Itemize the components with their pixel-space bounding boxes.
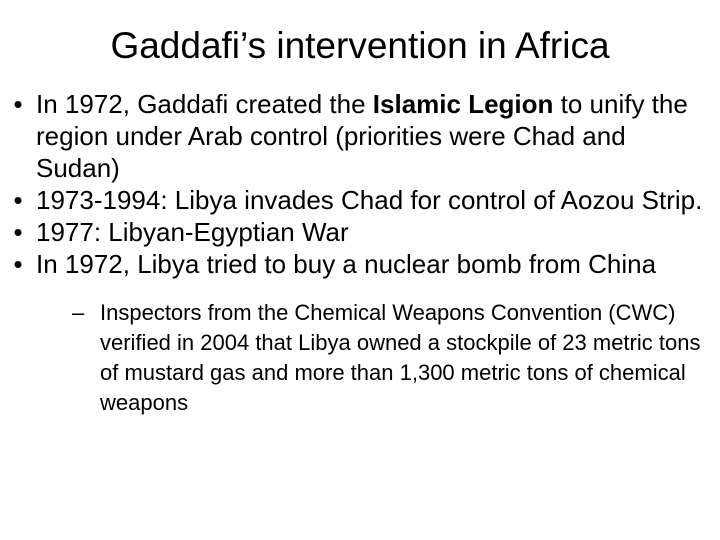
bullet-item [0, 184, 720, 216]
bullet-text: to unify the region under Arab control (priorities were Chad and Sudan) [36, 89, 688, 183]
bullet-item [0, 248, 720, 418]
sub-bullet-list [36, 298, 716, 418]
bullet-text: In 1972, Gaddafi created the [36, 89, 373, 119]
bullet-item [0, 216, 720, 248]
bullet-bold-text: Islamic Legion [372, 89, 554, 119]
sub-bullet-marker: – [72, 300, 85, 325]
sub-bullet-text: Inspectors from the Chemical Weapons Convention (CWC) verified in 2004 that Libya owned a stockpile of 23 metric tons of mustard gas and more than 1,300 metric tons of chemical weapons [100, 300, 701, 415]
bullet-marker: • [13, 185, 23, 215]
bullet-marker: • [13, 217, 23, 247]
bullet-marker: • [13, 249, 23, 279]
bullet-text: 1973-1994: Libya invades Chad for control of Aozou Strip. [36, 185, 703, 215]
bullet-list [0, 88, 720, 418]
bullet-marker: • [13, 89, 23, 119]
bullet-text: In 1972, Libya tried to buy a nuclear bomb from China [36, 249, 657, 279]
bullet-item [0, 88, 720, 184]
sub-bullet-item [36, 298, 716, 418]
slide-title: Gaddafi’s intervention in Africa [110, 25, 610, 66]
bullet-text: 1977: Libyan-Egyptian War [36, 217, 349, 247]
